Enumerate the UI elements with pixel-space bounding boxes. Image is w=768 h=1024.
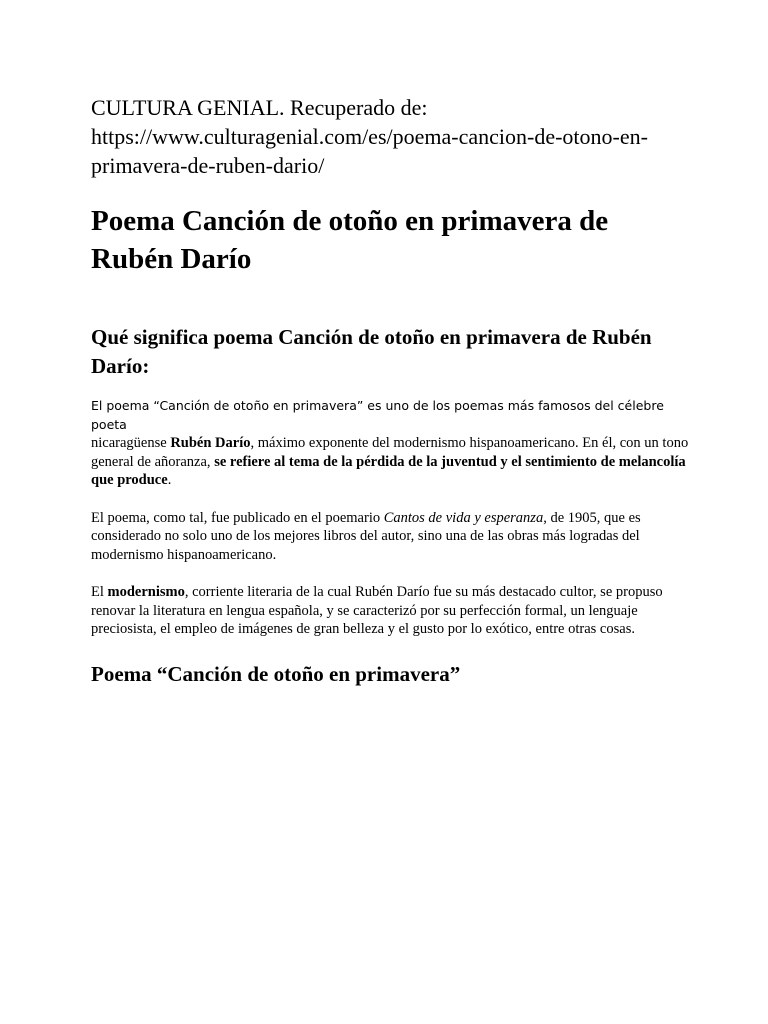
paragraph-3-text-a: El <box>91 584 108 600</box>
paragraph-1-author: Rubén Darío <box>170 435 251 451</box>
paragraph-3 <box>91 583 691 639</box>
paragraph-1 <box>91 397 691 490</box>
paragraph-1-text-c: , máximo exponente del modernismo hispanoamericano. En él, con un tono general de añoranza, <box>91 435 689 470</box>
paragraph-1-text-b: nicaragüense <box>91 435 171 451</box>
paragraph-1-text-d: . <box>167 472 172 488</box>
citation-url-line2: primavera-de-ruben-dario/ <box>91 153 325 178</box>
paragraph-3-text-b: , corriente literaria de la cual Rubén Darío fue su más destacado cultor, se propuso renovar la literatura en lengua española, y se caracterizó por su perfección formal, un lenguaje preciosista, el empleo de imágenes de gran belleza y el gusto por lo exótico, entre otras cosas. <box>91 584 663 637</box>
paragraph-2-text-a: El poema, como tal, fue publicado en el poemario <box>91 509 384 526</box>
page-title: Poema Canción de otoño en primavera de Rubén Darío <box>91 205 609 275</box>
paragraph-2-book-title: Cantos de vida y esperanza <box>383 509 544 526</box>
paragraph-3-term: modernismo <box>107 584 185 600</box>
paragraph-2-text-b: , de 1905, que es considerado no solo uno de los mejores libros del autor, sino una de las obras más logradas del modernismo hispanoamericano. <box>91 509 641 563</box>
citation-url-line1: https://www.culturagenial.com/es/poema-cancion-de-otono-en- <box>91 124 648 149</box>
document-page <box>91 93 691 688</box>
paragraph-1-theme: se refiere al tema de la pérdida de la juventud y el sentimiento de melancolía que produce <box>91 453 686 488</box>
poem-heading: Poema “Canción de otoño en primavera” <box>91 661 461 686</box>
citation <box>91 93 691 180</box>
paragraph-2 <box>91 509 691 565</box>
paragraph-1-text-a: El poema “Canción de otoño en primavera” es uno de los poemas más famosos del célebre poeta <box>91 398 664 432</box>
section-heading: Qué significa poema Canción de otoño en primavera de Rubén Darío: <box>91 325 652 378</box>
citation-source: CULTURA GENIAL. Recuperado de: <box>91 95 428 120</box>
